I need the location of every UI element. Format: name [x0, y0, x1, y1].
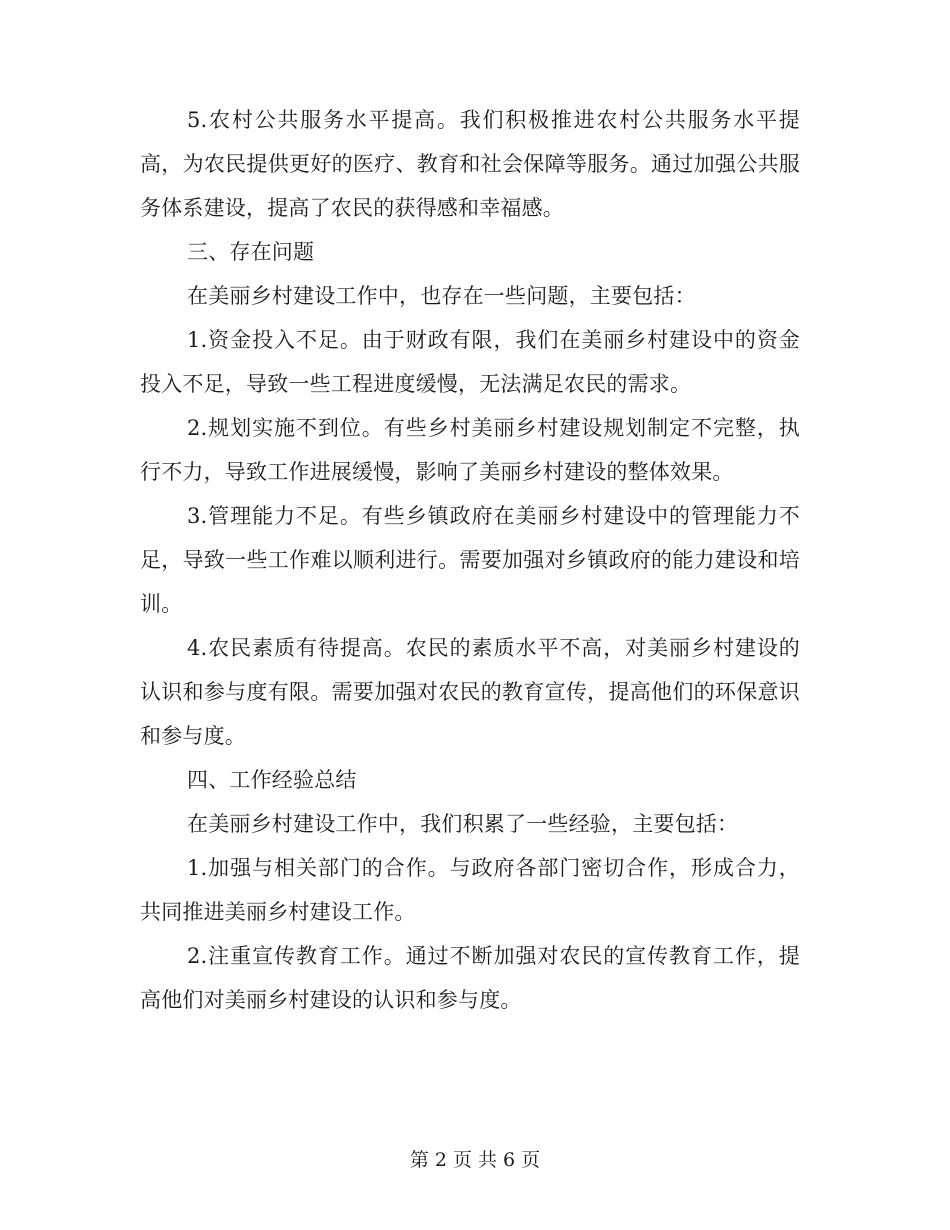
paragraph-problem-funding: 1.资金投入不足。由于财政有限，我们在美丽乡村建设中的资金投入不足，导致一些工程进度缓慢，无法满足农民的需求。	[140, 328, 800, 396]
section-heading-problems: 三、存在问题	[187, 240, 315, 264]
page-number-footer: 第 2 页 共 6 页	[409, 1149, 541, 1171]
paragraph-experience-cooperation: 1.加强与相关部门的合作。与政府各部门密切合作，形成合力，共同推进美丽乡村建设工作。	[140, 856, 800, 924]
paragraph-problem-management: 3.管理能力不足。有些乡镇政府在美丽乡村建设中的管理能力不足，导致一些工作难以顺利进行。需要加强对乡镇政府的能力建设和培训。	[140, 504, 800, 616]
paragraph-public-service: 5.农村公共服务水平提高。我们积极推进农村公共服务水平提高，为农民提供更好的医疗、教育和社会保障等服务。通过加强公共服务体系建设，提高了农民的获得感和幸福感。	[140, 108, 800, 220]
document-body	[140, 98, 800, 1022]
paragraph-problems-intro: 在美丽乡村建设工作中，也存在一些问题，主要包括：	[187, 284, 696, 308]
paragraph-problem-farmers: 4.农民素质有待提高。农民的素质水平不高，对美丽乡村建设的认识和参与度有限。需要加强对农民的教育宣传，提高他们的环保意识和参与度。	[140, 636, 800, 748]
paragraph-experience-publicity: 2.注重宣传教育工作。通过不断加强对农民的宣传教育工作，提高他们对美丽乡村建设的认识和参与度。	[140, 944, 800, 1012]
paragraph-problem-planning: 2.规划实施不到位。有些乡村美丽乡村建设规划制定不完整，执行不力，导致工作进展缓慢，影响了美丽乡村建设的整体效果。	[140, 416, 800, 484]
paragraph-experience-intro: 在美丽乡村建设工作中，我们积累了一些经验，主要包括：	[187, 812, 739, 836]
section-heading-experience: 四、工作经验总结	[187, 768, 357, 792]
